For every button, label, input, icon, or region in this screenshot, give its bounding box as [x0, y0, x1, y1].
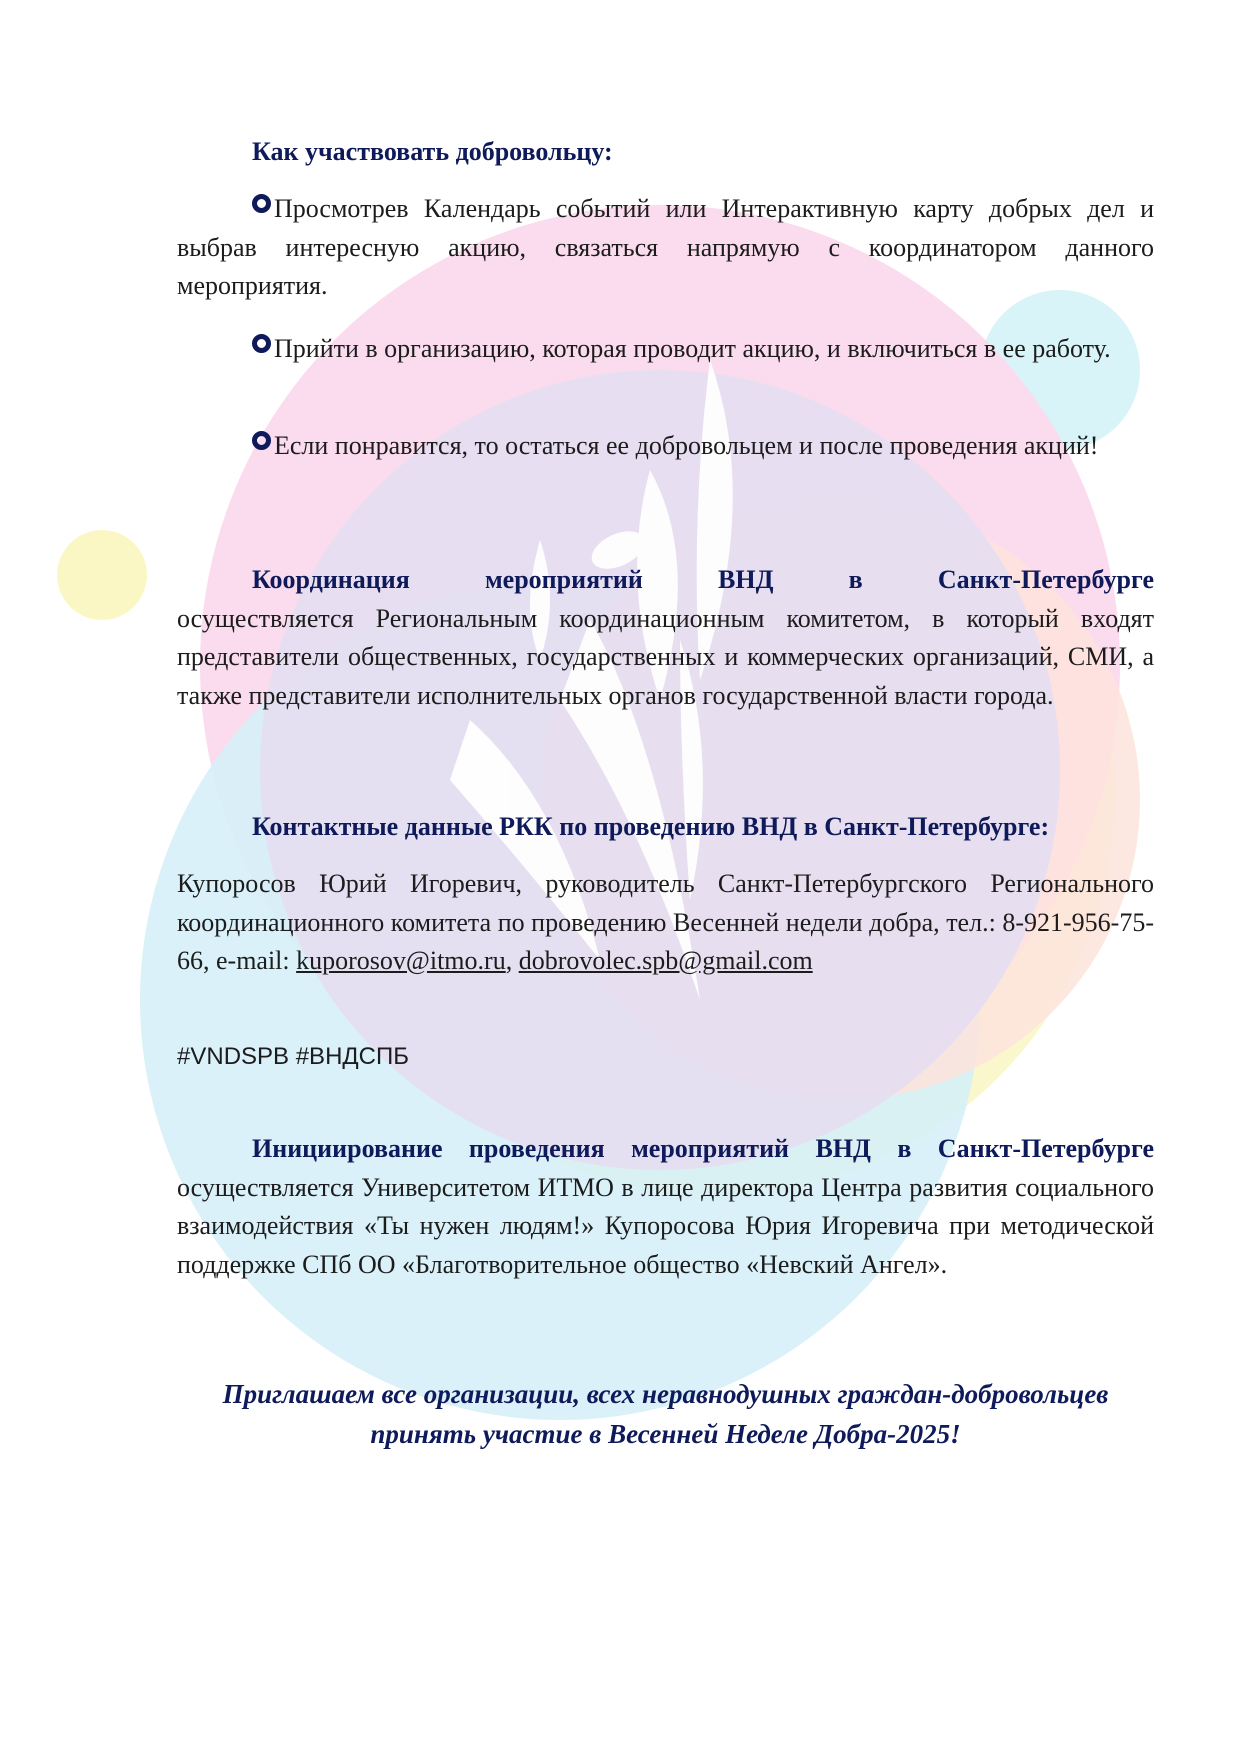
- hashtags: #VNDSPB #ВНДСПБ: [177, 1043, 409, 1070]
- contacts-text: Купоросов Юрий Игоревич, руководитель Санкт-Петербургского Регионального координационного комитета по проведению Весенней недели добра, тел.: 8-921-956-75-66, e-mail:: [177, 869, 1154, 975]
- how-to-item-1: Просмотрев Календарь событий или Интерактивную карту добрых дел и выбрав интересную акцию, связаться напрямую с координатором данного мероприятия.: [177, 194, 1154, 300]
- coordination-lead: Координация мероприятий ВНД в Санкт-Петербурге: [252, 565, 1154, 594]
- bullet-icon: [252, 431, 271, 450]
- initiation-paragraph: [177, 1130, 1154, 1284]
- initiation-lead: Инициирование проведения мероприятий ВНД в Санкт-Петербурге: [252, 1134, 1154, 1163]
- coordination-text: осуществляется Региональным координационным комитетом, в который входят представители общественных, государственных и коммерческих организаций, СМИ, а также представители исполнительных органов государственной власти города.: [177, 603, 1154, 710]
- yellow-dot: [57, 530, 147, 620]
- contacts-paragraph: Купоросов Юрий Игоревич, руководитель Санкт-Петербургского Регионального координационного комитета по проведению Весенней недели добра, тел.: 8-921-956-75-66, e-mail: kuporosov@itmo.ru, dobrovolec.spb@gmail.com: [177, 869, 1154, 975]
- bullet-icon: [252, 194, 271, 213]
- email-link-dobrovolec[interactable]: dobrovolec.spb@gmail.com: [518, 946, 813, 975]
- bullet-icon: [252, 334, 271, 353]
- email-link-kuporosov[interactable]: kuporosov@itmo.ru: [296, 946, 506, 975]
- how-to-item-3: Если понравится, то остаться ее добровольцем и после проведения акций!: [177, 427, 1154, 466]
- contacts-heading: Контактные данные РКК по проведению ВНД в Санкт-Петербурге:: [252, 812, 1050, 841]
- initiation-text: осуществляется Университетом ИТМО в лице директора Центра развития социального взаимодействия «Ты нужен людям!» Купоросова Юрия Игоревича при методической поддержке СПб ОО «Благотворительное общество «Невский Ангел».: [177, 1172, 1154, 1279]
- invitation-line-1: Приглашаем все организации, всех неравнодушных граждан-добровольцев: [222, 1379, 1109, 1409]
- how-to-item-2: Прийти в организацию, которая проводит акцию, и включиться в ее работу.: [177, 330, 1154, 369]
- coordination-paragraph: [177, 561, 1154, 715]
- how-to-heading: Как участвовать добровольцу:: [252, 137, 613, 166]
- invitation-line-2: принять участие в Весенней Неделе Добра-2025!: [370, 1419, 961, 1449]
